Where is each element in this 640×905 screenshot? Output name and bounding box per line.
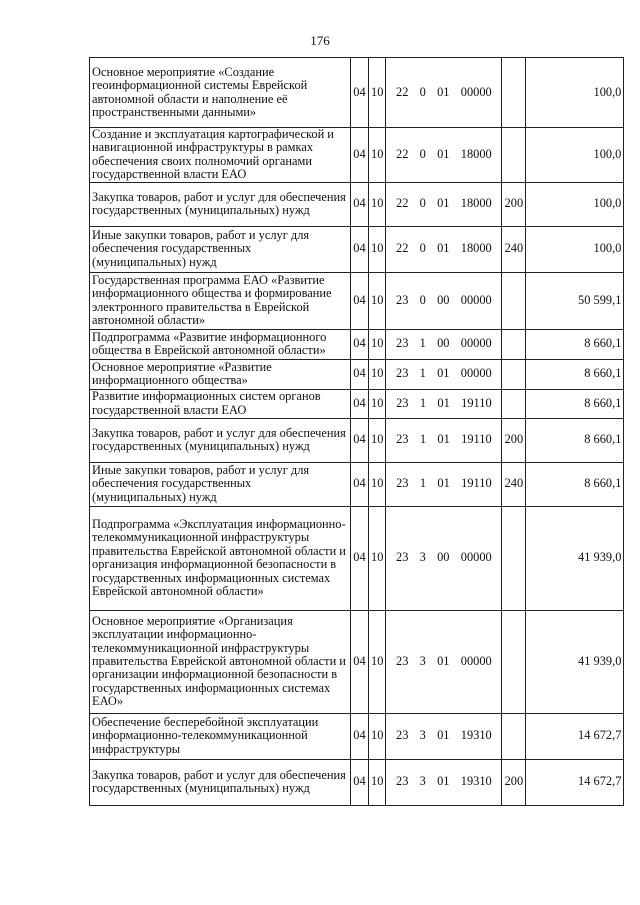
target-article-cell [386, 182, 502, 226]
section-code-cell: 04 [351, 226, 369, 272]
target-article-part: 00 [437, 292, 450, 307]
target-article-cell [386, 610, 502, 713]
table-row [90, 128, 624, 183]
target-article-part: 1 [419, 395, 427, 410]
target-article-code [388, 148, 499, 161]
target-article-part: 18000 [460, 196, 492, 211]
expense-type-cell [502, 506, 526, 610]
section-code-cell: 04 [351, 272, 369, 329]
target-article-part: 01 [437, 653, 450, 668]
target-article-part: 23 [396, 476, 409, 491]
target-article-part: 0 [419, 196, 426, 211]
table-row [90, 226, 624, 272]
table-row [90, 610, 624, 713]
expense-type-cell: 240 [502, 462, 526, 506]
target-article-part: 3 [419, 653, 426, 668]
row-name-cell: Создание и эксплуатация картографической и навигационной инфраструктуры в рамках обеспечения своих полномочий органами государственной власти ЕАО [90, 128, 351, 183]
target-article-part: 23 [396, 336, 409, 351]
section-code-cell: 04 [351, 389, 369, 418]
target-article-part: 23 [396, 292, 409, 307]
target-article-code [388, 477, 499, 490]
amount-cell: 8 660,1 [526, 389, 624, 418]
row-name-cell: Подпрограмма «Эксплуатация информационно-телекоммуникационной инфраструктуры правительства Еврейской автономной области и организация информационной безопасности в государственных информационных системах Еврейской автономной области» [90, 506, 351, 610]
expense-type-cell: 200 [502, 418, 526, 462]
target-article-part: 19110 [461, 476, 492, 491]
target-article-cell [386, 506, 502, 610]
target-article-cell [386, 58, 502, 128]
subsection-code-cell: 10 [369, 418, 386, 462]
target-article-cell [386, 418, 502, 462]
expense-type-cell: 240 [502, 226, 526, 272]
target-article-cell [386, 128, 502, 183]
row-name-cell: Иные закупки товаров, работ и услуг для обеспечения государственных (муниципальных) нужд [90, 226, 351, 272]
table-row [90, 759, 624, 805]
target-article-part: 00000 [460, 653, 492, 668]
expense-type-cell [502, 58, 526, 128]
row-name-cell: Закупка товаров, работ и услуг для обеспечения государственных (муниципальных) нужд [90, 418, 351, 462]
table-row [90, 462, 624, 506]
target-article-part: 1 [419, 476, 427, 491]
target-article-part: 01 [437, 728, 450, 743]
expense-type-cell [502, 272, 526, 329]
target-article-code [388, 242, 499, 255]
target-article-part: 1 [419, 336, 426, 351]
table-row [90, 418, 624, 462]
target-article-code [388, 729, 499, 742]
expense-type-cell [502, 329, 526, 359]
table-row [90, 182, 624, 226]
target-article-cell [386, 713, 502, 759]
target-article-part: 22 [396, 147, 409, 162]
section-code-cell: 04 [351, 506, 369, 610]
table-row [90, 506, 624, 610]
row-name-cell: Закупка товаров, работ и услуг для обеспечения государственных (муниципальных) нужд [90, 182, 351, 226]
target-article-part: 1 [419, 366, 426, 381]
target-article-part: 00000 [460, 550, 492, 565]
target-article-part: 23 [396, 774, 409, 789]
subsection-code-cell: 10 [369, 713, 386, 759]
target-article-part: 3 [419, 774, 426, 789]
target-article-part: 22 [396, 241, 409, 256]
section-code-cell: 04 [351, 462, 369, 506]
subsection-code-cell: 10 [369, 359, 386, 389]
table-row [90, 272, 624, 329]
amount-cell: 100,0 [526, 226, 624, 272]
table-row [90, 359, 624, 389]
target-article-part: 00000 [460, 84, 492, 99]
target-article-cell [386, 462, 502, 506]
target-article-part: 23 [396, 550, 409, 565]
target-article-cell [386, 329, 502, 359]
section-code-cell: 04 [351, 182, 369, 226]
target-article-code [388, 367, 499, 380]
target-article-part: 19310 [460, 728, 492, 743]
target-article-part: 23 [396, 395, 409, 410]
amount-cell: 100,0 [526, 182, 624, 226]
amount-cell: 8 660,1 [526, 329, 624, 359]
target-article-code [388, 397, 499, 410]
subsection-code-cell: 10 [369, 128, 386, 183]
target-article-part: 19310 [460, 774, 492, 789]
target-article-code [388, 337, 499, 350]
target-article-part: 01 [437, 84, 450, 99]
row-name-cell: Подпрограмма «Развитие информационного общества в Еврейской автономной области» [90, 329, 351, 359]
target-article-part: 00000 [460, 336, 492, 351]
row-name-cell: Обеспечение бесперебойной эксплуатации информационно-телекоммуникационной инфраструктуры [90, 713, 351, 759]
target-article-part: 01 [437, 432, 450, 447]
target-article-code [388, 551, 499, 564]
table-row [90, 389, 624, 418]
target-article-part: 00 [437, 336, 450, 351]
amount-cell: 14 672,7 [526, 759, 624, 805]
target-article-code [388, 655, 499, 668]
row-name-cell: Закупка товаров, работ и услуг для обеспечения государственных (муниципальных) нужд [90, 759, 351, 805]
row-name-cell: Основное мероприятие «Создание геоинформационной системы Еврейской автономной области и наполнение её пространственными данными» [90, 58, 351, 128]
section-code-cell: 04 [351, 418, 369, 462]
target-article-part: 0 [419, 84, 426, 99]
section-code-cell: 04 [351, 329, 369, 359]
section-code-cell: 04 [351, 713, 369, 759]
target-article-code [388, 294, 499, 307]
amount-cell: 41 939,0 [526, 506, 624, 610]
row-name-cell: Иные закупки товаров, работ и услуг для обеспечения государственных (муниципальных) нужд [90, 462, 351, 506]
target-article-code [388, 433, 499, 446]
target-article-part: 01 [437, 147, 450, 162]
expense-type-cell [502, 359, 526, 389]
target-article-part: 0 [419, 292, 426, 307]
target-article-code [388, 197, 499, 210]
section-code-cell: 04 [351, 759, 369, 805]
target-article-part: 23 [396, 728, 409, 743]
target-article-part: 23 [396, 432, 409, 447]
target-article-part: 3 [419, 550, 426, 565]
expense-type-cell: 200 [502, 759, 526, 805]
subsection-code-cell: 10 [369, 759, 386, 805]
amount-cell: 8 660,1 [526, 418, 624, 462]
target-article-part: 18000 [460, 241, 492, 256]
expense-type-cell [502, 713, 526, 759]
target-article-part: 1 [419, 432, 427, 447]
expense-type-cell [502, 389, 526, 418]
row-name-cell: Основное мероприятие «Организация эксплуатации информационно-телекоммуникационной инфраструктуры правительства Еврейской автономной области и организации информационной безопасности в государственных информационных системах ЕАО» [90, 610, 351, 713]
subsection-code-cell: 10 [369, 389, 386, 418]
target-article-part: 00000 [460, 366, 492, 381]
table-row [90, 58, 624, 128]
amount-cell: 8 660,1 [526, 359, 624, 389]
row-name-cell: Основное мероприятие «Развитие информационного общества» [90, 359, 351, 389]
target-article-part: 0 [419, 147, 426, 162]
subsection-code-cell: 10 [369, 272, 386, 329]
amount-cell: 50 599,1 [526, 272, 624, 329]
target-article-part: 01 [437, 241, 450, 256]
target-article-part: 19110 [461, 432, 492, 447]
target-article-cell [386, 359, 502, 389]
expense-type-cell [502, 610, 526, 713]
target-article-part: 22 [396, 196, 409, 211]
target-article-code [388, 86, 499, 99]
target-article-code [388, 775, 499, 788]
target-article-part: 18000 [460, 147, 492, 162]
table-row [90, 329, 624, 359]
subsection-code-cell: 10 [369, 226, 386, 272]
amount-cell: 100,0 [526, 58, 624, 128]
subsection-code-cell: 10 [369, 182, 386, 226]
row-name-cell: Государственная программа ЕАО «Развитие информационного общества и формирование электронного правительства в Еврейской автономной области» [90, 272, 351, 329]
target-article-part: 22 [396, 84, 409, 99]
subsection-code-cell: 10 [369, 462, 386, 506]
target-article-cell [386, 759, 502, 805]
expense-type-cell [502, 128, 526, 183]
target-article-part: 01 [437, 395, 450, 410]
subsection-code-cell: 10 [369, 610, 386, 713]
amount-cell: 41 939,0 [526, 610, 624, 713]
target-article-part: 23 [396, 653, 409, 668]
target-article-part: 01 [437, 774, 450, 789]
target-article-part: 01 [437, 196, 450, 211]
amount-cell: 14 672,7 [526, 713, 624, 759]
target-article-part: 00000 [460, 292, 492, 307]
budget-table-body [90, 58, 624, 806]
amount-cell: 100,0 [526, 128, 624, 183]
row-name-cell: Развитие информационных систем органов государственной власти ЕАО [90, 389, 351, 418]
subsection-code-cell: 10 [369, 329, 386, 359]
target-article-part: 23 [396, 366, 409, 381]
target-article-part: 01 [437, 366, 450, 381]
expense-type-cell: 200 [502, 182, 526, 226]
target-article-cell [386, 226, 502, 272]
amount-cell: 8 660,1 [526, 462, 624, 506]
target-article-part: 19110 [461, 395, 492, 410]
target-article-cell [386, 389, 502, 418]
target-article-part: 0 [419, 241, 426, 256]
target-article-part: 01 [437, 476, 450, 491]
target-article-part: 3 [419, 728, 426, 743]
page-number: 176 [310, 33, 330, 48]
section-code-cell: 04 [351, 128, 369, 183]
target-article-part: 00 [437, 550, 450, 565]
subsection-code-cell: 10 [369, 506, 386, 610]
budget-table [89, 57, 624, 806]
section-code-cell: 04 [351, 610, 369, 713]
section-code-cell: 04 [351, 359, 369, 389]
target-article-cell [386, 272, 502, 329]
subsection-code-cell: 10 [369, 58, 386, 128]
table-row [90, 713, 624, 759]
section-code-cell: 04 [351, 58, 369, 128]
